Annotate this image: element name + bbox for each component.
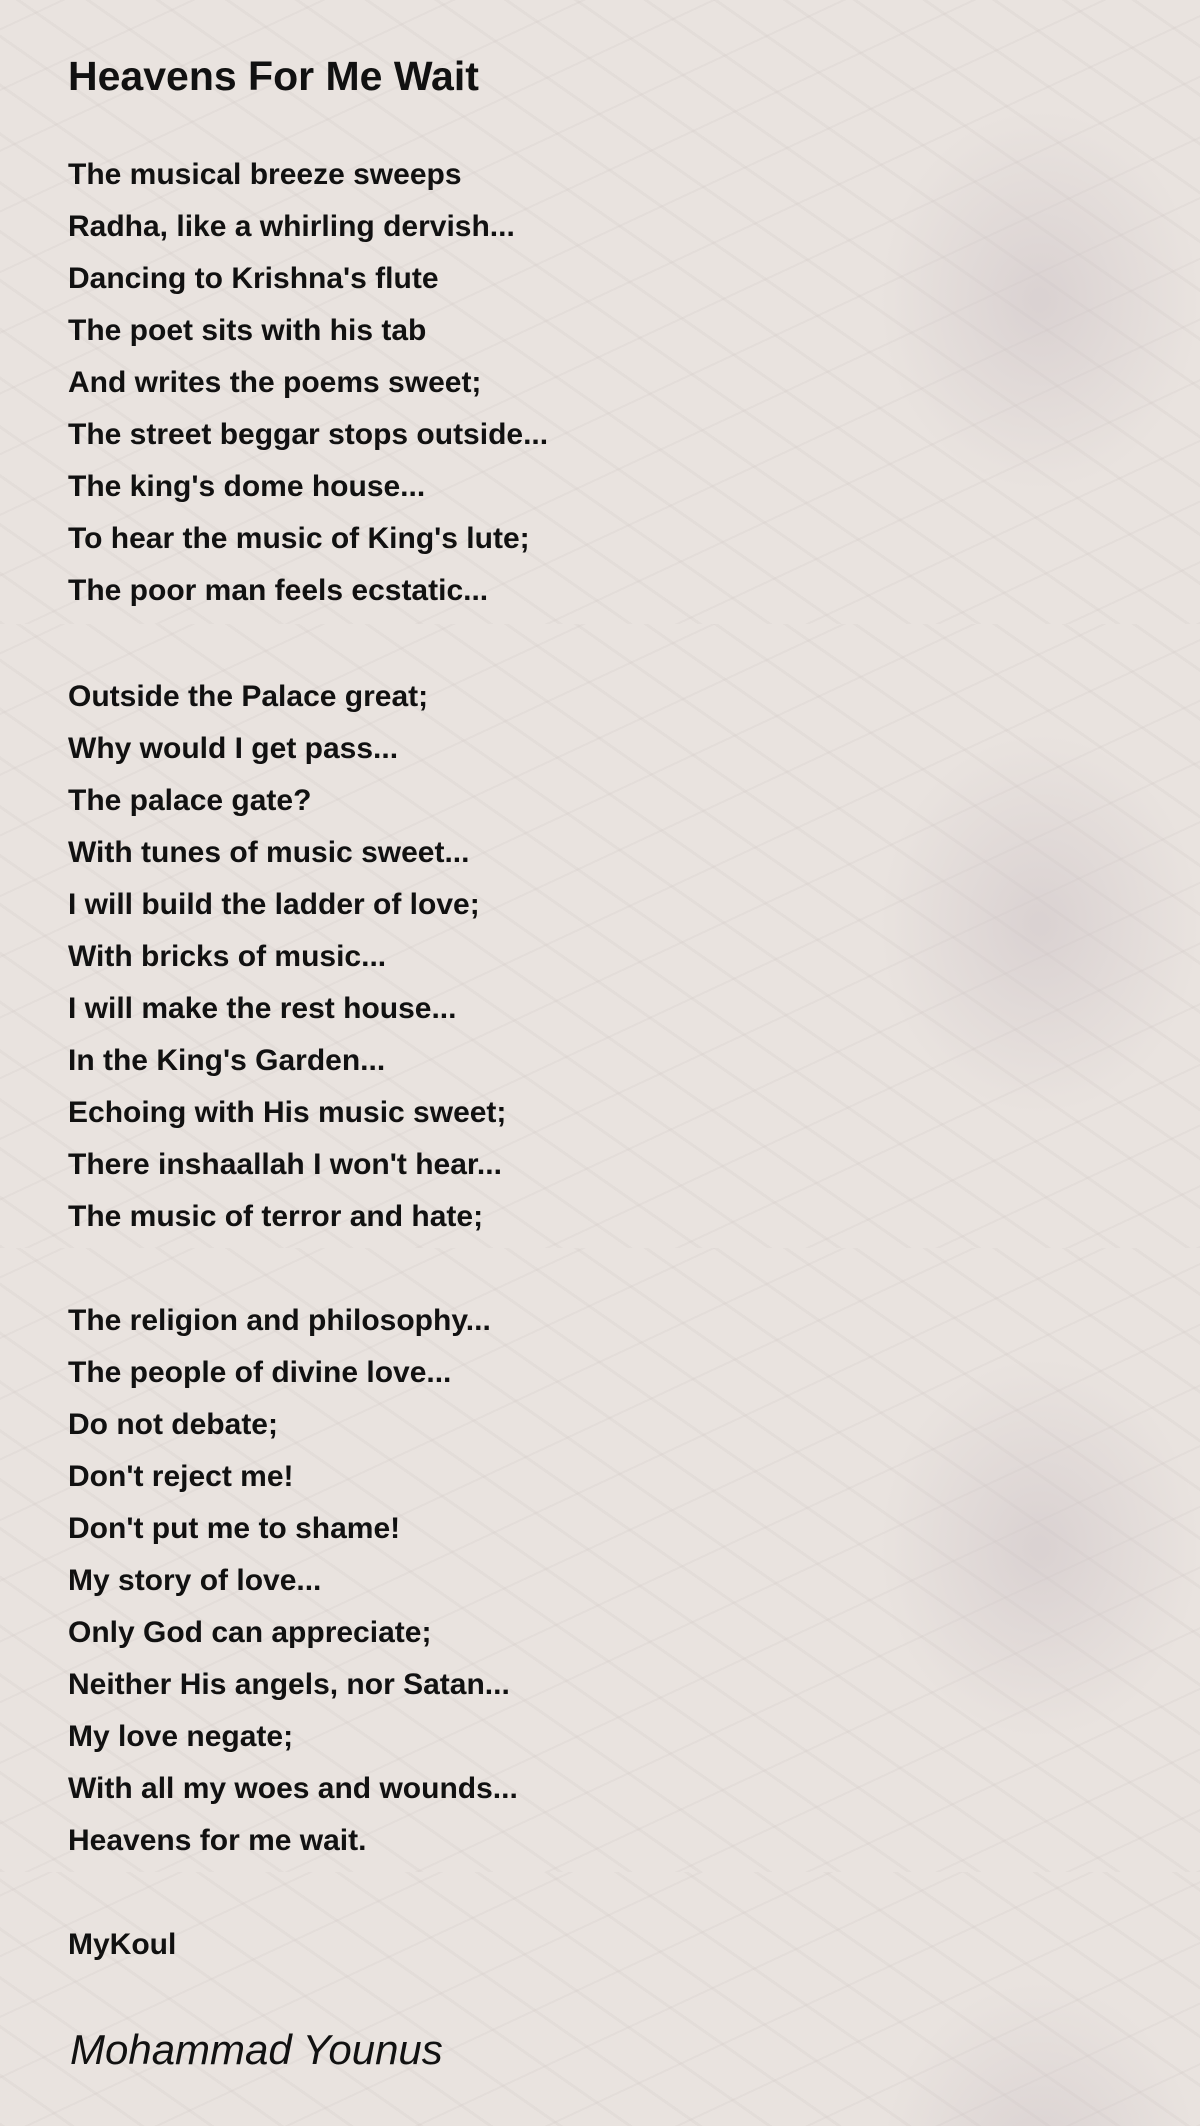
poem-line: Neither His angels, nor Satan... [68,1668,510,1701]
poem-line: With all my woes and wounds... [68,1772,518,1805]
poem-line: The music of terror and hate; [68,1200,484,1233]
poem-line: The musical breeze sweeps [68,158,462,191]
poem-line: With bricks of music... [68,940,387,973]
poem-line: I will make the rest house... [68,992,457,1025]
background-panel-4 [0,1872,1200,2126]
poem-line: And writes the poems sweet; [68,366,482,399]
author-name: Mohammad Younus [70,2026,443,2073]
poem-title: Heavens For Me Wait [68,53,479,99]
poem-line: In the King's Garden... [68,1044,386,1077]
poem-line: With tunes of music sweet... [68,836,470,869]
poem-line: The king's dome house... [68,470,426,503]
poem-line: The poor man feels ecstatic... [68,574,489,607]
stanza-3 [68,1295,518,1867]
poem-line: My story of love... [68,1564,322,1597]
poem-line: The people of divine love... [68,1356,452,1389]
poem-line: The palace gate? [68,784,312,817]
poem-line: I will build the ladder of love; [68,888,480,921]
poem-line: Outside the Palace great; [68,680,429,713]
poem-line: Dancing to Krishna's flute [68,262,439,295]
stanza-2 [68,671,506,1243]
poem-line: Heavens for me wait. [68,1824,367,1857]
poet-note: MyKoul [68,1928,177,1961]
poem-line: Why would I get pass... [68,732,399,765]
poem-line: Only God can appreciate; [68,1616,432,1649]
poem-line: Don't reject me! [68,1460,294,1493]
poem-line: The religion and philosophy... [68,1304,491,1337]
poem-line: Echoing with His music sweet; [68,1096,507,1129]
poem-line: To hear the music of King's lute; [68,522,530,555]
poem-line: Radha, like a whirling dervish... [68,210,515,243]
stanza-1 [68,149,548,617]
poem-line: Don't put me to shame! [68,1512,401,1545]
poem-line: Do not debate; [68,1408,278,1441]
poem-line: There inshaallah I won't hear... [68,1148,502,1181]
poem-line: The street beggar stops outside... [68,418,549,451]
poem-line: The poet sits with his tab [68,314,427,347]
poem-line: My love negate; [68,1720,294,1753]
